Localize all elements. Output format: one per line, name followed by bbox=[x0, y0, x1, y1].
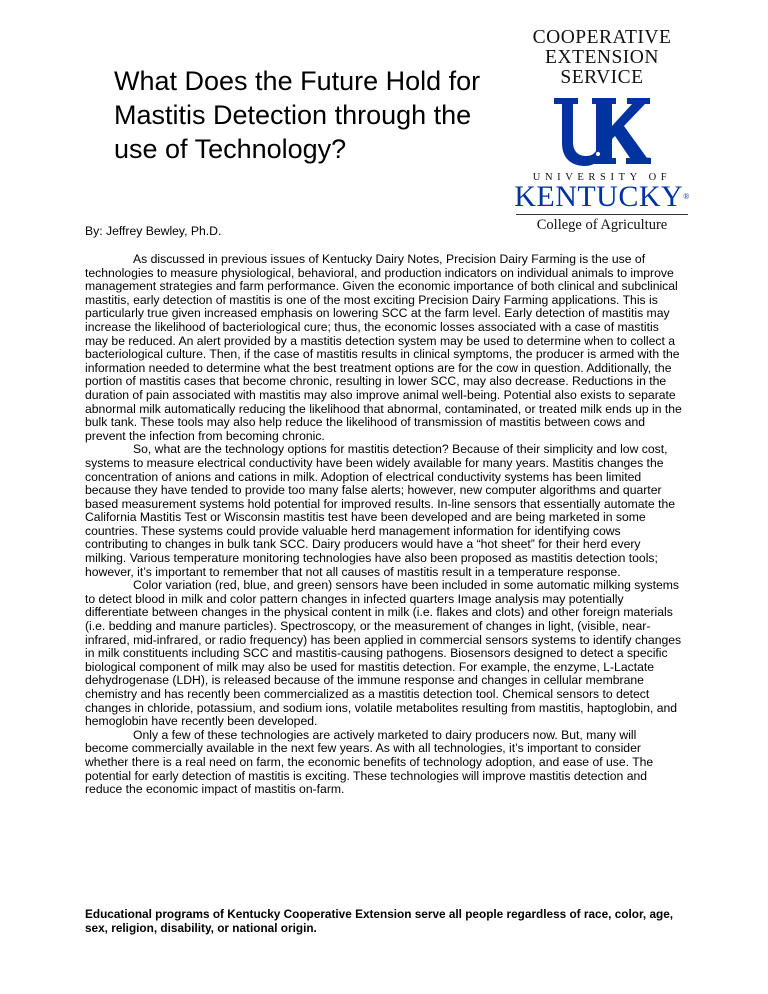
logo-university-of: UNIVERSITY OF bbox=[532, 172, 672, 183]
uk-monogram-icon bbox=[552, 96, 652, 168]
paragraph-2: So, what are the technology options for mastitis detection? Because of their simplicity and low cost, systems to measure electrical conductivity have been widely available for many years. Mastitis changes the concentration of anions and cations in milk. Adoption of electrical conductivity systems has been limited because they have tended to provide too many false alerts; however, new computer algorithms and quarter based measurement systems hold potential for improved results. In-line sensors that essentially automate the California Mastitis Test or Wisconsin mastitis test have been developed and are being marketed in some countries. These systems could provide valuable herd management information for identifying cows contributing to changes in bulk tank SCC. Dairy producers would have a “hot sheet” for their herd every milking. Various temperature monitoring technologies have also been proposed as mastitis detection tools; however, it’s important to remember that not all causes of mastitis result in a temperature response. bbox=[85, 442, 676, 579]
paragraph-4: Only a few of these technologies are actively marketed to dairy producers now. But, many will become commercially available in the next few years. As with all technologies, it’s important to consider whether there is a real need on farm, the economic benefits of technology adoption, and ease of use. The potential for early detection of mastitis is exciting. These technologies will improve mastitis detection and reduce the economic impact of mastitis on-farm. bbox=[85, 727, 654, 797]
logo-college: College of Agriculture bbox=[536, 217, 668, 233]
author-byline: By: Jeffrey Bewley, Ph.D. bbox=[85, 224, 222, 238]
logo-divider bbox=[516, 214, 688, 215]
svg-text:®: ® bbox=[646, 158, 651, 164]
logo-line-service: SERVICE bbox=[560, 67, 644, 88]
logo-line-cooperative: COOPERATIVE bbox=[532, 27, 672, 48]
logo-kentucky-text: KENTUCKY bbox=[514, 180, 684, 213]
logo-kentucky bbox=[512, 182, 692, 212]
nondiscrimination-statement: Educational programs of Kentucky Cooperative Extension serve all people regardless of race, color, age, sex, religion, disability, or national origin. bbox=[85, 907, 674, 935]
paragraph-3: Color variation (red, blue, and green) sensors have been included in some automatic milking systems to detect blood in milk and color pattern changes in infected quarters Image analysis may potentially differentiate between changes in the physical content in milk (i.e. flakes and clots) and other foreign materials (i.e. bedding and manure particles). Spectroscopy, or the measurement of changes in light, (visible, near-infrared, mid-infrared, or radio frequency) has been applied in commercial sensors systems to identify changes in milk constituents including SCC and mastitis-causing pathogens. Biosensors designed to detect a specific biological component of milk may also be used for mastitis detection. For example, the enzyme, L-Lactate dehydrogenase (LDH), is released because of the immune response and changes in cellular membrane chemistry and has recently been commercialized as a mastitis detection tool. Chemical sensors to detect changes in chloride, potassium, and sodium ions, volatile metabolites resulting from mastitis, haptoglobin, and hemoglobin have recently been developed. bbox=[85, 578, 682, 729]
article-body bbox=[85, 253, 683, 797]
logo-registered-mark: ® bbox=[683, 192, 690, 201]
logo-line-extension: EXTENSION bbox=[545, 47, 659, 68]
uk-extension-logo bbox=[512, 28, 692, 234]
paragraph-1: As discussed in previous issues of Kentucky Dairy Notes, Precision Dairy Farming is the use of technologies to measure physiological, behavioral, and production indicators on individual animals to improve management strategies and farm performance. Given the economic importance of both clinical and subclinical mastitis, early detection of mastitis is one of the most exciting Precision Dairy Farming applications. This is particularly true given increased emphasis on lowering SCC at the farm level. Early detection of mastitis may increase the likelihood of bacteriological cure; thus, the economic losses associated with a case of mastitis may be reduced. An alert provided by a mastitis detection system may be used to determine when to collect a bacteriological culture. Then, if the case of mastitis results in clinical symptoms, the producer is armed with the information needed to determine what the best treatment options are for the cow in question. Additionally, the portion of mastitis cases that become chronic, resulting in lower SCC, may also decrease. Reductions in the duration of pain associated with mastitis may also improve animal well-being. Potential also exists to separate abnormal milk automatically reducing the likelihood that abnormal, contaminated, or treated milk ends up in the bulk tank. These tools may also help reduce the likelihood of transmission of mastitis between cows and prevent the infection from becoming chronic. bbox=[85, 252, 682, 443]
document-title: What Does the Future Hold for Mastitis Detection through the use of Technology? bbox=[114, 66, 481, 164]
